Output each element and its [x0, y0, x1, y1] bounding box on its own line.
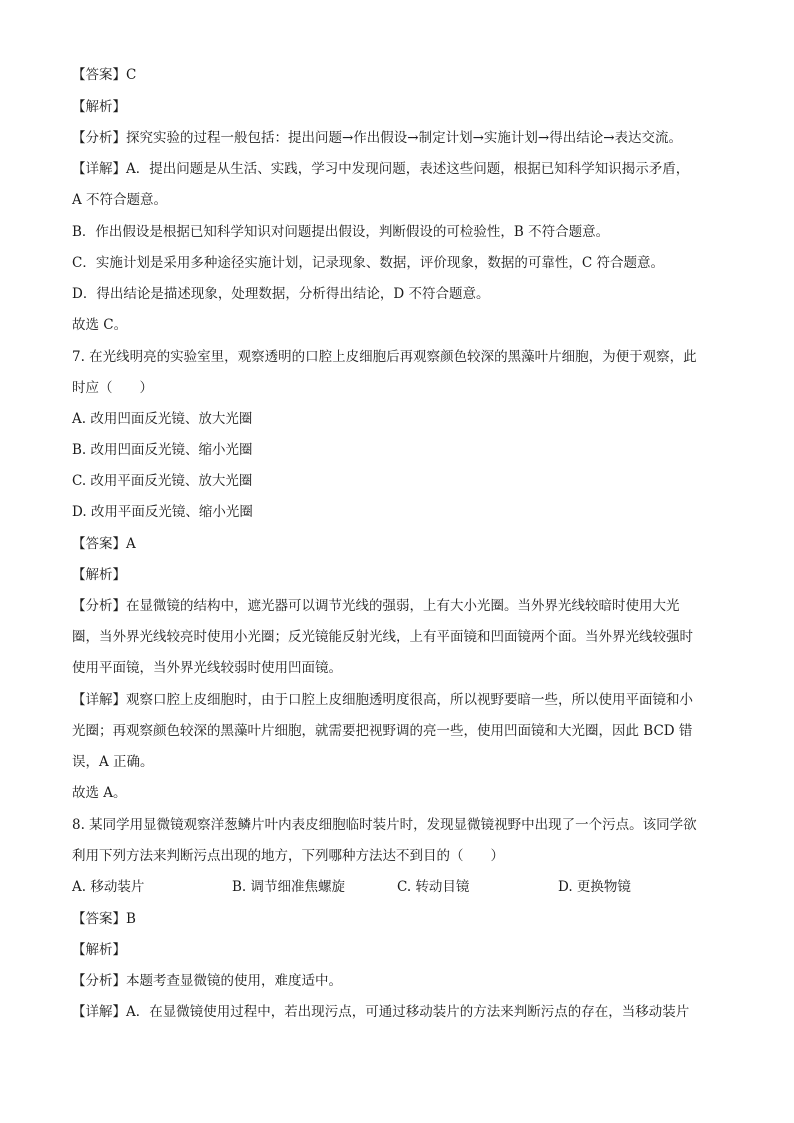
question-7-option-c: C. 改用平面反光镜、放大光圈 [72, 473, 253, 489]
question-7-option-a: A. 改用凹面反光镜、放大光圈 [72, 411, 253, 427]
question-7-option-b: B. 改用凹面反光镜、缩小光圈 [72, 442, 253, 458]
analysis-text-8: 【分析】本题考查显微镜的使用，难度适中。 [72, 973, 342, 989]
detail-text-6d: D．得出结论是描述现象，处理数据，分析得出结论，D 不符合题意。 [72, 286, 490, 302]
analysis-heading-6: 【解析】 [72, 99, 126, 115]
question-8-option-b: B. 调节细准焦螺旋 [232, 879, 346, 895]
detail-text-7c: 误，A 正确。 [72, 754, 154, 770]
detail-text-6c: C．实施计划是采用多种途径实施计划，记录现象、数据，评价现象，数据的可靠性，C 符合题意。 [72, 255, 664, 271]
conclusion-7: 故选 A。 [72, 785, 127, 801]
question-8-option-d: D. 更换物镜 [558, 879, 631, 895]
analysis-text-7a: 【分析】在显微镜的结构中，遮光器可以调节光线的强弱，上有大小光圈。当外界光线较暗时使用大光 [72, 598, 680, 614]
analysis-heading-8: 【解析】 [72, 942, 126, 958]
answer-label-6: 【答案】C [72, 67, 137, 83]
analysis-text-6: 【分析】探究实验的过程一般包括：提出问题→作出假设→制定计划→实施计划→得出结论→表达交流。 [72, 130, 683, 146]
question-8-option-c: C. 转动目镜 [397, 879, 470, 895]
detail-text-7a: 【详解】观察口腔上皮细胞时，由于口腔上皮细胞透明度很高，所以视野要暗一些，所以使用平面镜和小 [72, 692, 693, 708]
detail-text-6a-cont: A 不符合题意。 [72, 192, 168, 208]
question-7-option-d: D. 改用平面反光镜、缩小光圈 [72, 504, 253, 520]
question-8-stem: 8. 某同学用显微镜观察洋葱鳞片叶内表皮细胞临时装片时，发现显微镜视野中出现了一个污点。该同学欲 [72, 817, 697, 833]
question-8-stem-cont: 利用下列方法来判断污点出现的地方，下列哪种方法达不到目的（ ） [72, 848, 504, 864]
detail-text-8a: 【详解】A．在显微镜使用过程中，若出现污点，可通过移动装片的方法来判断污点的存在，当移动装片 [72, 1004, 690, 1020]
conclusion-6: 故选 C。 [72, 317, 128, 333]
analysis-heading-7: 【解析】 [72, 567, 126, 583]
detail-text-6a: 【详解】A．提出问题是从生活、实践，学习中发现问题，表述这些问题，根据已知科学知识揭示矛盾， [72, 161, 690, 177]
detail-text-7b: 光圈；再观察颜色较深的黑藻叶片细胞，就需要把视野调的亮一些，使用凹面镜和大光圈，因此 BCD 错 [72, 723, 693, 739]
question-8-option-a: A. 移动装片 [72, 879, 145, 895]
detail-text-6b: B．作出假设是根据已知科学知识对问题提出假设，判断假设的可检验性，B 不符合题意。 [72, 224, 610, 240]
answer-label-7: 【答案】A [72, 536, 136, 552]
question-7-stem-cont: 时应（ ） [72, 380, 153, 396]
analysis-text-7c: 使用平面镜，当外界光线较弱时使用凹面镜。 [72, 660, 342, 676]
question-7-stem: 7. 在光线明亮的实验室里，观察透明的口腔上皮细胞后再观察颜色较深的黑藻叶片细胞，为便于观察，此 [72, 349, 697, 365]
answer-label-8: 【答案】B [72, 911, 136, 927]
analysis-text-7b: 圈，当外界光线较亮时使用小光圈；反光镜能反射光线，上有平面镜和凹面镜两个面。当外界光线较强时 [72, 629, 693, 645]
